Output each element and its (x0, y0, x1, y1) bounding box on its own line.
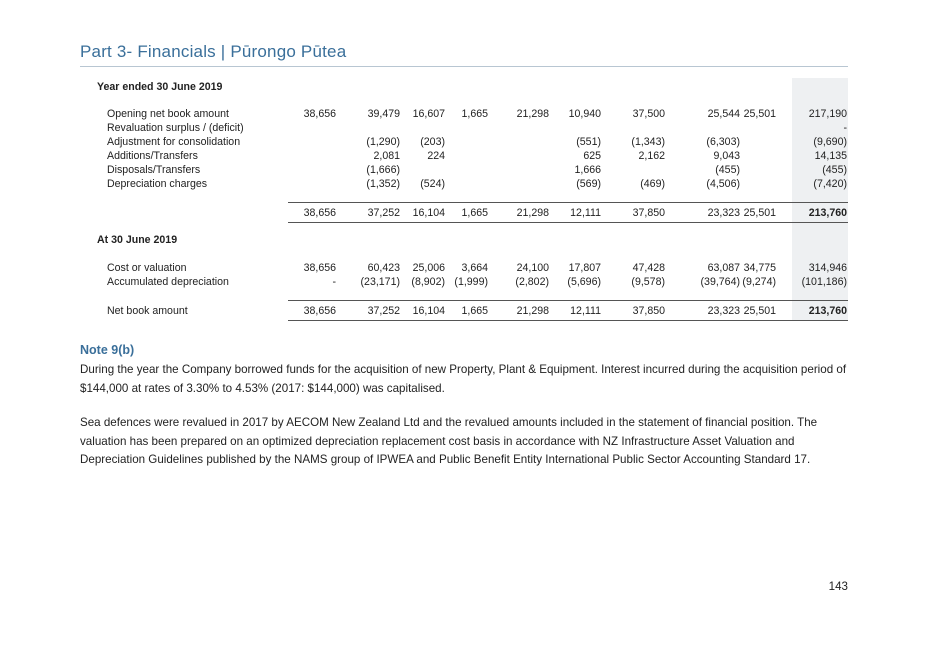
table-row-cell: 2,081 (373, 150, 400, 162)
note-paragraph-2: Sea defences were revalued in 2017 by AECOM New Zealand Ltd and the revalued amounts included in the statement of financial position. The valuation has been prepared on an optimized depreciation replacement cost basis in accordance with NZ Infrastructure Asset Valuation and Depreciation Guidelines published by the NAMS group of IPWEA and Public Benefit Entity International Public Sector Accounting Standard 17. (80, 416, 818, 466)
subtotal-top-rule (288, 202, 848, 203)
subtotal-bottom-rule (288, 222, 848, 223)
table-row-cell: 1,665 (461, 108, 488, 120)
table-row-cell: (8,902) (411, 276, 445, 288)
table-row-cell: - (332, 276, 336, 288)
table-row-cell: 38,656 (303, 108, 336, 120)
table-row-cell: (9,274) (742, 276, 776, 288)
note-title: Note 9(b) (80, 343, 135, 357)
table-row-cell: (551) (576, 136, 601, 148)
table-row-cell: 37,500 (632, 108, 665, 120)
table-row-cell: (455) (822, 164, 847, 176)
table-row-cell: 2,162 (638, 150, 665, 162)
table-row-cell: 9,043 (713, 150, 740, 162)
row-label: Revaluation surplus / (deficit) (107, 122, 244, 134)
net-row-cell: 16,104 (412, 305, 445, 317)
net-row-cell: 213,760 (808, 305, 847, 317)
table-row-cell: 10,940 (568, 108, 601, 120)
table-row-cell: (9,690) (813, 136, 847, 148)
table-row-cell: 25,544 (707, 108, 740, 120)
table-row-cell: (23,171) (360, 276, 400, 288)
table-row-cell: 21,298 (516, 108, 549, 120)
page-number: 143 (828, 580, 848, 593)
row-label: Opening net book amount (107, 108, 229, 120)
subtotal-row-cell: 38,656 (303, 207, 336, 219)
section-header: Year ended 30 June 2019 (97, 81, 223, 93)
table-row-cell: (101,186) (801, 276, 847, 288)
table-row-cell: 25,006 (412, 262, 445, 274)
table-row-cell: (524) (420, 178, 445, 190)
table-row-cell: (569) (576, 178, 601, 190)
table-row-cell: (2,802) (515, 276, 549, 288)
table-row-cell: (1,343) (631, 136, 665, 148)
note-paragraph-1: During the year the Company borrowed funds for the acquisition of new Property, Plant & Equipment. Interest incurred during the acquisition period of $144,000 at rates of 3.30% to 4.53% (2017: $144,000) was capitalised. (80, 363, 847, 395)
subtotal-row-cell: 213,760 (808, 207, 847, 219)
subtotal-row-cell: 23,323 (707, 207, 740, 219)
table-row-cell: 47,428 (632, 262, 665, 274)
subtotal-row-cell: 25,501 (743, 207, 776, 219)
net-top-rule (288, 300, 848, 301)
table-row-cell: 25,501 (743, 108, 776, 120)
title-divider (80, 66, 848, 67)
table-row-cell: 224 (427, 150, 445, 162)
row-label: Disposals/Transfers (107, 164, 201, 176)
table-row-cell: (5,696) (567, 276, 601, 288)
net-row-cell: 23,323 (707, 305, 740, 317)
page-title: Part 3- Financials | Pūrongo Pūtea (80, 42, 347, 61)
table-row-cell: 60,423 (367, 262, 400, 274)
subtotal-row-cell: 1,665 (461, 207, 488, 219)
net-row-cell: 37,850 (632, 305, 665, 317)
table-row-cell: (1,666) (366, 164, 400, 176)
table-row-cell: (9,578) (631, 276, 665, 288)
table-row-cell: 17,807 (568, 262, 601, 274)
row-label: Cost or valuation (107, 262, 187, 274)
table-row-cell: (7,420) (813, 178, 847, 190)
table-row-cell: (455) (715, 164, 740, 176)
table-row-cell: 14,135 (814, 150, 847, 162)
subtotal-row-cell: 37,850 (632, 207, 665, 219)
subtotal-row-cell: 12,111 (570, 207, 601, 219)
table-row-cell: (1,352) (366, 178, 400, 190)
net-row-cell: 1,665 (461, 305, 488, 317)
net-row-cell: 38,656 (303, 305, 336, 317)
net-bottom-rule (288, 320, 848, 321)
row-label: Depreciation charges (107, 178, 208, 190)
table-row-cell: 16,607 (412, 108, 445, 120)
table-row-cell: - (843, 122, 847, 134)
subtotal-row-cell: 21,298 (516, 207, 549, 219)
net-row-cell: 25,501 (743, 305, 776, 317)
table-row-cell: 625 (583, 150, 601, 162)
table-row-cell: (6,303) (706, 136, 740, 148)
table-row-cell: 314,946 (808, 262, 847, 274)
row-label: Additions/Transfers (107, 150, 198, 162)
table-row-cell: (4,506) (706, 178, 740, 190)
table-row-cell: 1,666 (574, 164, 601, 176)
table-row-cell: 34,775 (743, 262, 776, 274)
table-row-cell: (203) (420, 136, 445, 148)
table-row-cell: 38,656 (303, 262, 336, 274)
net-row-label: Net book amount (107, 305, 188, 317)
table-row-cell: 3,664 (461, 262, 488, 274)
table-row-cell: 24,100 (516, 262, 549, 274)
section-header: At 30 June 2019 (97, 234, 178, 246)
table-row-cell: 217,190 (808, 108, 847, 120)
table-row-cell: (39,764) (700, 276, 740, 288)
table-row-cell: (1,999) (454, 276, 488, 288)
net-row-cell: 37,252 (367, 305, 400, 317)
subtotal-row-cell: 37,252 (367, 207, 400, 219)
row-label: Adjustment for consolidation (107, 136, 241, 148)
row-label: Accumulated depreciation (107, 276, 229, 288)
table-row-cell: 39,479 (367, 108, 400, 120)
net-row-cell: 12,111 (570, 305, 601, 317)
table-row-cell: (1,290) (366, 136, 400, 148)
subtotal-row-cell: 16,104 (412, 207, 445, 219)
net-row-cell: 21,298 (516, 305, 549, 317)
table-row-cell: (469) (640, 178, 665, 190)
table-row-cell: 63,087 (707, 262, 740, 274)
